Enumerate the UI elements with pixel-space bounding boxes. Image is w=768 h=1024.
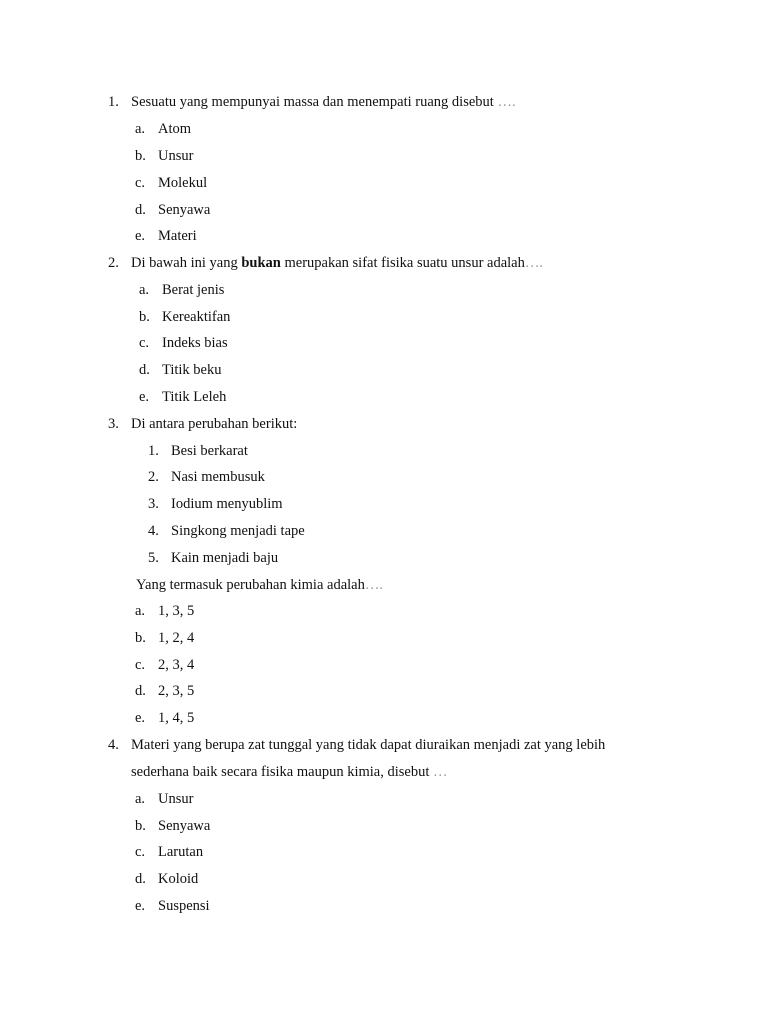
statement-number: 5. bbox=[148, 550, 159, 566]
option-text: Titik Leleh bbox=[162, 389, 227, 405]
statement-text: Singkong menjadi tape bbox=[171, 523, 305, 539]
option-3a[interactable] bbox=[135, 602, 195, 620]
option-1b[interactable] bbox=[135, 147, 194, 165]
question-number: 1. bbox=[108, 94, 119, 110]
question-number: 2. bbox=[108, 255, 119, 271]
option-2c[interactable] bbox=[139, 334, 228, 352]
option-text: Unsur bbox=[158, 148, 194, 164]
option-letter: a. bbox=[135, 603, 146, 619]
option-2d[interactable] bbox=[139, 361, 222, 379]
option-1c[interactable] bbox=[135, 174, 208, 192]
option-text: Larutan bbox=[158, 844, 204, 860]
option-letter: b. bbox=[135, 630, 146, 646]
option-text: 1, 4, 5 bbox=[158, 710, 195, 726]
option-letter: c. bbox=[135, 844, 146, 860]
question-4 bbox=[108, 736, 606, 754]
statement-text: Nasi membusuk bbox=[171, 469, 265, 485]
option-text: Materi bbox=[158, 228, 197, 244]
option-letter: d. bbox=[135, 871, 146, 887]
option-text: Molekul bbox=[158, 175, 208, 191]
option-text: 1, 2, 4 bbox=[158, 630, 195, 646]
statement-text: Besi berkarat bbox=[171, 443, 248, 459]
option-4c[interactable] bbox=[135, 843, 204, 861]
option-text: 1, 3, 5 bbox=[158, 603, 195, 619]
option-letter: b. bbox=[139, 309, 150, 325]
question-text: Di bawah ini yang bukan merupakan sifat fisika suatu unsur adalah…. bbox=[131, 255, 543, 271]
option-1e[interactable] bbox=[135, 227, 197, 245]
option-text: 2, 3, 4 bbox=[158, 657, 195, 673]
option-letter: d. bbox=[139, 362, 150, 378]
statement-number: 2. bbox=[148, 469, 159, 485]
option-letter: e. bbox=[139, 389, 150, 405]
statement-3 bbox=[148, 495, 283, 513]
option-text: Titik beku bbox=[162, 362, 222, 378]
option-text: Suspensi bbox=[158, 898, 210, 914]
option-letter: e. bbox=[135, 710, 146, 726]
question-text-line-1: Materi yang berupa zat tunggal yang tidak dapat diuraikan menjadi zat yang lebih bbox=[131, 737, 606, 753]
option-letter: a. bbox=[135, 121, 146, 137]
question-1 bbox=[108, 93, 516, 111]
option-3b[interactable] bbox=[135, 629, 195, 647]
option-3c[interactable] bbox=[135, 656, 195, 674]
question-number: 4. bbox=[108, 737, 119, 753]
option-4b[interactable] bbox=[135, 817, 211, 835]
question-2 bbox=[108, 254, 543, 272]
option-text: 2, 3, 5 bbox=[158, 683, 195, 699]
option-letter: c. bbox=[135, 175, 146, 191]
question-text: Di antara perubahan berikut: bbox=[131, 416, 298, 432]
option-1a[interactable] bbox=[135, 120, 192, 138]
question-text: Sesuatu yang mempunyai massa dan menempati ruang disebut …. bbox=[131, 94, 516, 110]
option-text: Unsur bbox=[158, 791, 194, 807]
option-letter: a. bbox=[135, 791, 146, 807]
option-2e[interactable] bbox=[139, 388, 227, 406]
option-letter: d. bbox=[135, 202, 146, 218]
option-2a[interactable] bbox=[139, 281, 225, 299]
statement-text: Iodium menyublim bbox=[171, 496, 283, 512]
option-text: Indeks bias bbox=[162, 335, 228, 351]
statement-4 bbox=[148, 522, 305, 540]
option-1d[interactable] bbox=[135, 201, 211, 219]
option-text: Kereaktifan bbox=[162, 309, 231, 325]
statement-1 bbox=[148, 442, 248, 460]
option-letter: d. bbox=[135, 683, 146, 699]
option-letter: b. bbox=[135, 818, 146, 834]
statement-text: Kain menjadi baju bbox=[171, 550, 279, 566]
option-letter: b. bbox=[135, 148, 146, 164]
question-text-line-2: sederhana baik secara fisika maupun kimia, disebut … bbox=[131, 764, 448, 780]
question-number: 3. bbox=[108, 416, 119, 432]
option-letter: c. bbox=[139, 335, 150, 351]
emphasis-text: bukan bbox=[241, 255, 281, 271]
question-3-prompt: Yang termasuk perubahan kimia adalah…. bbox=[136, 577, 383, 593]
option-4d[interactable] bbox=[135, 870, 199, 888]
option-letter: a. bbox=[139, 282, 150, 298]
option-letter: c. bbox=[135, 657, 146, 673]
option-2b[interactable] bbox=[139, 308, 231, 326]
option-text: Atom bbox=[158, 121, 192, 137]
option-letter: e. bbox=[135, 898, 146, 914]
option-text: Senyawa bbox=[158, 202, 211, 218]
option-3e[interactable] bbox=[135, 709, 195, 727]
statement-number: 1. bbox=[148, 443, 159, 459]
option-4a[interactable] bbox=[135, 790, 194, 808]
question-3 bbox=[108, 415, 298, 433]
option-3d[interactable] bbox=[135, 682, 195, 700]
statement-5 bbox=[148, 549, 279, 567]
option-letter: e. bbox=[135, 228, 146, 244]
option-text: Koloid bbox=[158, 871, 199, 887]
statement-number: 3. bbox=[148, 496, 159, 512]
option-text: Senyawa bbox=[158, 818, 211, 834]
statement-2 bbox=[148, 468, 265, 486]
statement-number: 4. bbox=[148, 523, 159, 539]
option-text: Berat jenis bbox=[162, 282, 225, 298]
option-4e[interactable] bbox=[135, 897, 210, 915]
